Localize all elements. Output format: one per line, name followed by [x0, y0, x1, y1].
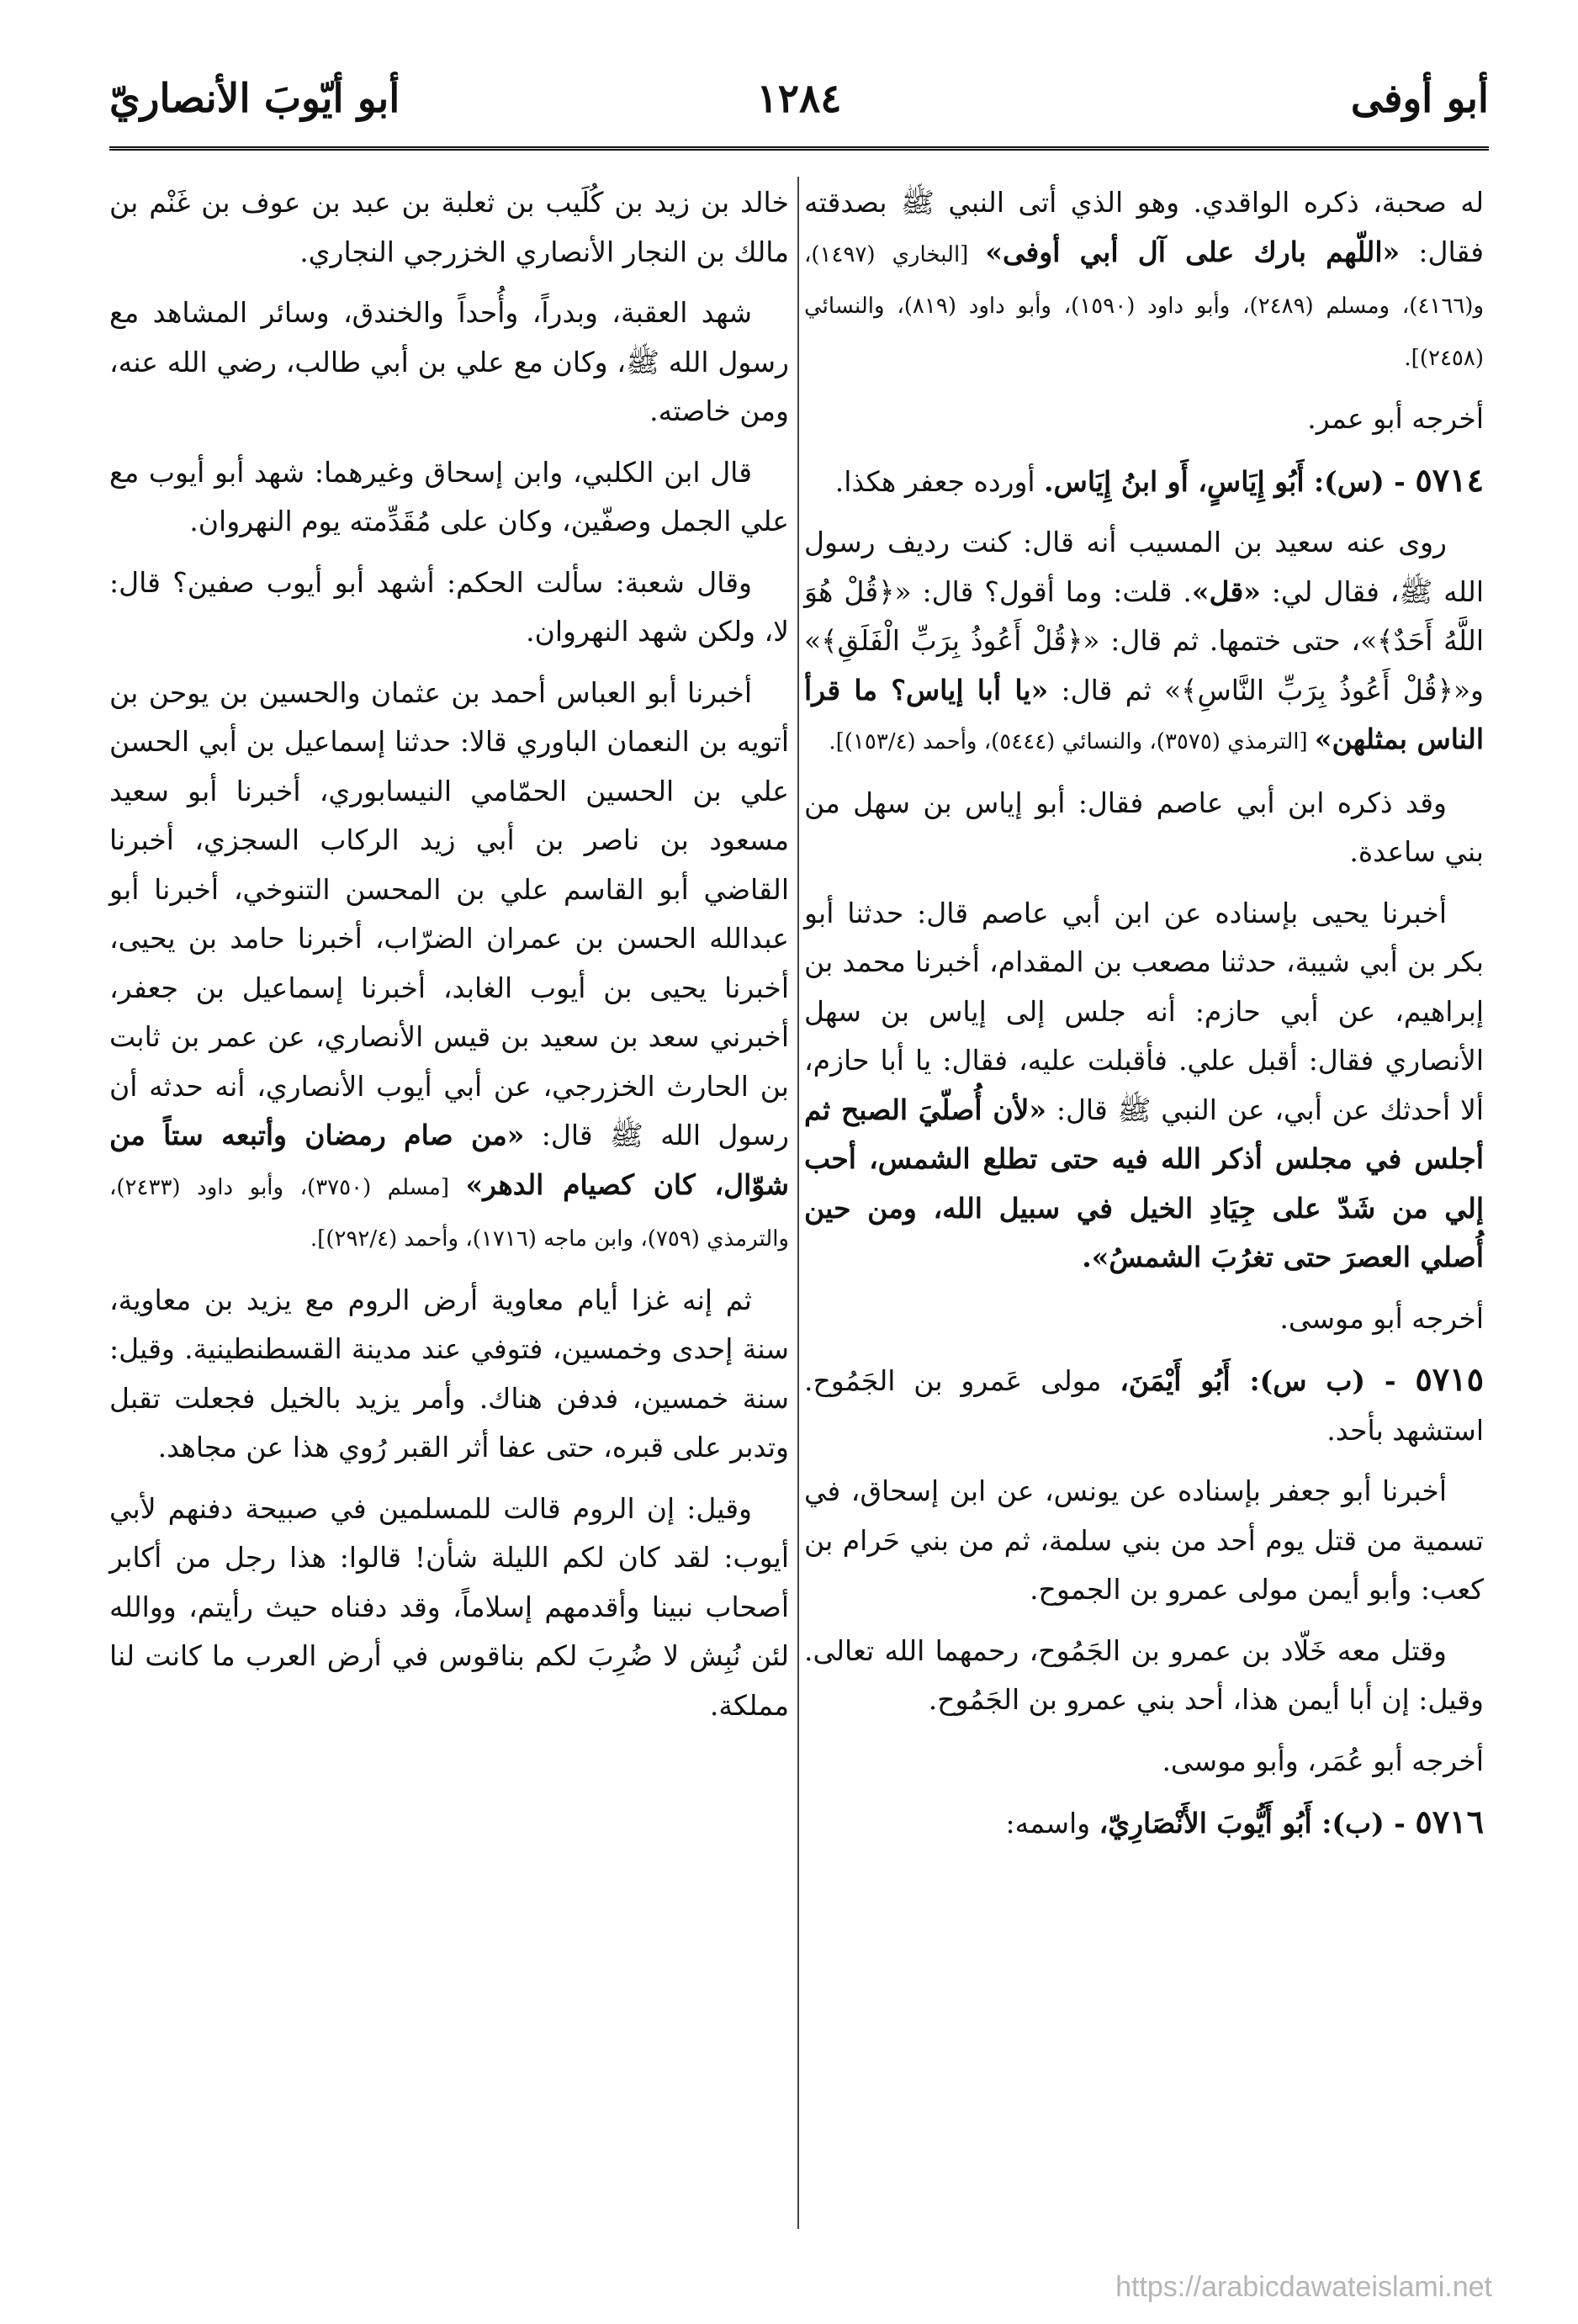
reference: [البخاري (١٤٩٧)، و(٤١٦٦)، ومسلم (٢٤٨٩)، وأبو داود (١٥٩٠)، وأبو داود (٨١٩)، والنسائي (٢٤٥٨)].: [804, 241, 1484, 371]
hadith-quote: «قل»: [1191, 574, 1261, 608]
page-number: ١٢٨٤: [756, 76, 842, 122]
paragraph: أخرجه أبو عُمَر، وأبو موسى.: [1162, 1744, 1484, 1777]
paragraph: أخرجه أبو موسى.: [1279, 1301, 1484, 1335]
hadith-quote: «لأن أُصلّيَ الصبح ثم أجلس في مجلس أذكر الله فيه حتى تطلع الشمس، أحب إلي من شَدّ على جِيَادِ الخيل في سبيل الله، ومن حين أُصلي العصرَ حتى تغرُبَ الشمسُ».: [804, 1093, 1484, 1273]
entry-number: ٥٧١٤: [1415, 460, 1484, 499]
page-header: [109, 66, 1489, 141]
left-column: [109, 178, 789, 1742]
entry-heading: - (ب): أَبُو أَيُّوبَ الأَنْصَارِيّ،: [1099, 1807, 1416, 1840]
text: مولى عَمرو بن الجَمُوح. استشهد بأحد.: [804, 1364, 1484, 1447]
entry-5715: [804, 1355, 1484, 1455]
hadith-quote: «اللّهم بارك على آل أبي أوفى»: [985, 235, 1401, 268]
paragraph: [804, 889, 1484, 1283]
paragraph: وقتل معه خَلّاد بن عمرو بن الجَمُوح، رحمهما الله تعالى. وقيل: إن أبا أيمن هذا، أحد بني عمرو بن الجَمُوح.: [804, 1633, 1484, 1716]
text: أورده جعفر هكذا.: [834, 464, 1045, 498]
text: واسمه:: [1005, 1807, 1099, 1840]
paragraph: وقيل: إن الروم قالت للمسلمين في صبيحة دفنهم لأبي أيوب: لقد كان لكم الليلة شأن! قالوا: هذا رجل من أكابر أصحاب نبينا وأقدمهم إسلاماً، وقد دفناه حيث رأيتم، ووالله لئن نُبِش لا ضُرِبَ لكم بناقوس في أرض العرب ما كانت لنا مملكة.: [109, 1491, 789, 1722]
text: له صحبة، ذكره الواقدي. وهو الذي أتى النبي ﷺ بصدقته فقال:: [804, 186, 1485, 268]
entry-heading: - (ب س): أَبُو أَيْمَنَ،: [1120, 1364, 1416, 1397]
paragraph: ثم إنه غزا أيام معاوية أرض الروم مع يزيد بن معاوية، سنة إحدى وخمسين، فتوفي عند مدينة القسطنطينية. وقيل: سنة خمسين، فدفن هناك. وأمر يزيد بالخيل فجعلت تقبل وتدبر على قبره، حتى عفا أثر القبر رُوي هذا عن مجاهد.: [109, 1283, 789, 1464]
paragraph: خالد بن زيد بن كُلَيب بن ثعلبة بن عبد بن عوف بن غَنْم بن مالك بن النجار الأنصاري الخزرجي النجاري.: [109, 186, 789, 268]
running-head-right: أبو أوفى: [1350, 76, 1489, 122]
paragraph: أخرجه أبو عمر.: [1307, 402, 1484, 435]
column-divider: [797, 177, 799, 2229]
paragraph: [804, 178, 1484, 383]
text: . قلت: وما أقول؟ قال: «﴿قُلْ هُوَ اللَّهُ أَحَدٌ﴾»، حتى ختمها. ثم قال: «﴿قُلْ أَعُوذُ بِرَبِّ الْفَلَقِ﴾» و«﴿قُلْ أَعُوذُ بِرَبِّ النَّاسِ﴾» ثم قال:: [804, 574, 1484, 707]
reference: [الترمذي (٣٥٧٥)، والنسائي (٥٤٤٤)، وأحمد (١٥٣/٤)].: [829, 729, 1315, 754]
entry-number: ٥٧١٥: [1415, 1360, 1484, 1398]
entry-heading: - (س): أَبُو إِيَاسٍ، أَو ابنُ إِيَاس.: [1044, 464, 1416, 498]
right-column: [804, 178, 1484, 1861]
hadith-quote: «من صام رمضان وأتبعه ستاً من شوّال، كان كصيام الدهر»: [109, 1119, 789, 1201]
paragraph: وقال شعبة: سألت الحكم: أشهد أبو أيوب صفين؟ قال: لا، ولكن شهد النهروان.: [109, 565, 789, 648]
entry-5714: [804, 456, 1484, 507]
running-head-left: أبو أيّوبَ الأنصاريّ: [109, 76, 400, 122]
paragraph: قال ابن الكلبي، وابن إسحاق وغيرهما: شهد أبو أيوب مع علي الجمل وصفّين، وكان على مُقَدِّمته يوم النهروان.: [109, 455, 789, 537]
paragraph: [804, 518, 1484, 767]
text: أخبرنا أبو العباس أحمد بن عثمان والحسين بن يوحن بن أتويه بن النعمان الباوري قالا: حدثنا إسماعيل بن أبي الحسن علي بن الحسين الحمّامي النيسابوري، أخبرنا أبو سعيد مسعود بن ناصر بن أبي زيد الركاب السجزي، أخبرنا القاضي أبو القاسم علي بن المحسن التنوخي، أخبرنا أبو عبدالله الحسن بن عمران الضرّاب، أخبرنا حامد بن يحيى، أخبرنا يحيى بن أيوب الغابد، أخبرنا إسماعيل بن جعفر، أخبرني سعد بن سعيد بن قيس الأنصاري، عن عمر بن ثابت بن الحارث الخزرجي، عن أبي أيوب الأنصاري، أنه حدثه أن رسول الله ﷺ قال:: [109, 675, 789, 1151]
hadith-quote: «يا أبا إياس؟ ما قرأ الناس بمثلهن»: [804, 673, 1484, 755]
paragraph: شهد العقبة، وبدراً، وأُحداً والخندق، وسائر المشاهد مع رسول الله ﷺ، وكان مع علي بن أبي طالب، رضي الله عنه، ومن خاصته.: [109, 296, 789, 427]
entry-number: ٥٧١٦: [1415, 1803, 1484, 1840]
reference: [مسلم (٣٧٥٠)، وأبو داود (٢٤٣٣)، والترمذي (٧٥٩)، وابن ماجه (١٧١٦)، وأحمد (٢٩٢/٤)].: [109, 1174, 789, 1252]
header-rule: [109, 146, 1489, 151]
text: أخبرنا يحيى بإسناده عن ابن أبي عاصم قال: حدثنا أبو بكر بن أبي شيبة، حدثنا مصعب بن المقدام، أخبرنا محمد بن إبراهيم، عن أبي حازم: أنه جلس إلى إياس بن سهل الأنصاري فقال: أقبل علي. فأقبلت عليه، فقال: يا أبا حازم، ألا أحدثك عن أبي، عن النبي ﷺ قال:: [804, 896, 1485, 1126]
paragraph: أخبرنا أبو جعفر بإسناده عن يونس، عن ابن إسحاق، في تسمية من قتل يوم أحد من بني سلمة، ثم من بني حَرام بن كعب: وأبو أيمن مولى عمرو بن الجموح.: [804, 1474, 1484, 1606]
watermark: https://arabicdawateislami.net: [1115, 2271, 1492, 2303]
paragraph: وقد ذكره ابن أبي عاصم فقال: أبو إياس بن سهل من بني ساعدة.: [804, 786, 1484, 868]
paragraph: [109, 669, 789, 1264]
text: روى عنه سعيد بن المسيب أنه قال: كنت رديف رسول الله ﷺ، فقال لي:: [804, 526, 1484, 608]
entry-5716: [804, 1797, 1484, 1849]
